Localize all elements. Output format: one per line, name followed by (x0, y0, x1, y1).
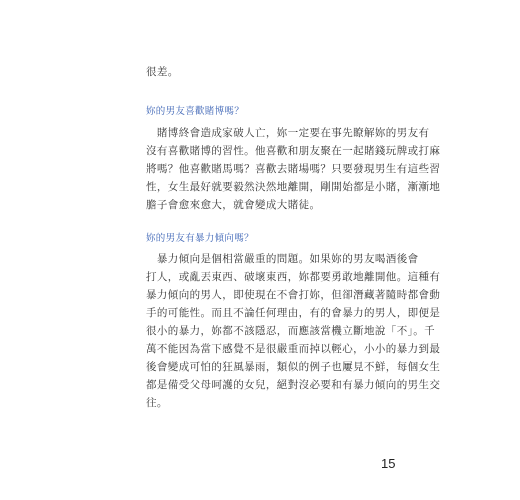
paragraph-line: 打人，或亂丟東西、破壞東西，妳都要勇敢地離開他。這種有 (146, 271, 441, 283)
paragraph-line: 暴力傾向是個相當嚴重的問題。如果妳的男友喝酒後會 (146, 253, 419, 265)
intro-fragment: 很差。 (146, 66, 179, 78)
paragraph-line: 暴力傾向的男人，即使現在不會打妳，但卻潛藏著隨時都會動 (146, 289, 441, 301)
paragraph-line: 膽子會愈來愈大，就會變成大賭徒。 (146, 199, 321, 211)
section-heading-violence: 妳的男友有暴力傾向嗎？ (146, 233, 254, 244)
paragraph-line: 性，女生最好就要毅然決然地離開，剛開始都是小賭，漸漸地 (146, 181, 441, 193)
paragraph-line: 萬不能因為當下感覺不是很嚴重而掉以輕心，小小的暴力到最 (146, 343, 441, 355)
paragraph-line: 手的可能性。而且不論任何理由，有的會暴力的男人，即便是 (146, 307, 441, 319)
paragraph-line: 沒有喜歡賭博的習性。他喜歡和朋友聚在一起賭錢玩牌或打麻 (146, 145, 441, 157)
paragraph-line: 後會變成可怕的狂風暴雨，類似的例子也屢見不鮮，每個女生 (146, 361, 441, 373)
page-number: 15 (381, 456, 396, 471)
paragraph-violence (146, 250, 441, 412)
section-heading-gambling: 妳的男友喜歡賭博嗎？ (146, 106, 245, 117)
paragraph-gambling (146, 124, 441, 214)
paragraph-line: 都是備受父母呵護的女兒，絕對沒必要和有暴力傾向的男生交 (146, 379, 441, 391)
paragraph-line: 賭博終會造成家破人亡，妳一定要在事先瞭解妳的男友有 (146, 127, 430, 139)
paragraph-line: 往。 (146, 397, 168, 409)
paragraph-line: 很小的暴力，妳都不該隱忍，而應該當機立斷地說「不」。千 (146, 325, 436, 337)
paragraph-line: 將嗎？他喜歡賭馬嗎？喜歡去賭場嗎？只要發現男生有這些習 (146, 163, 441, 175)
